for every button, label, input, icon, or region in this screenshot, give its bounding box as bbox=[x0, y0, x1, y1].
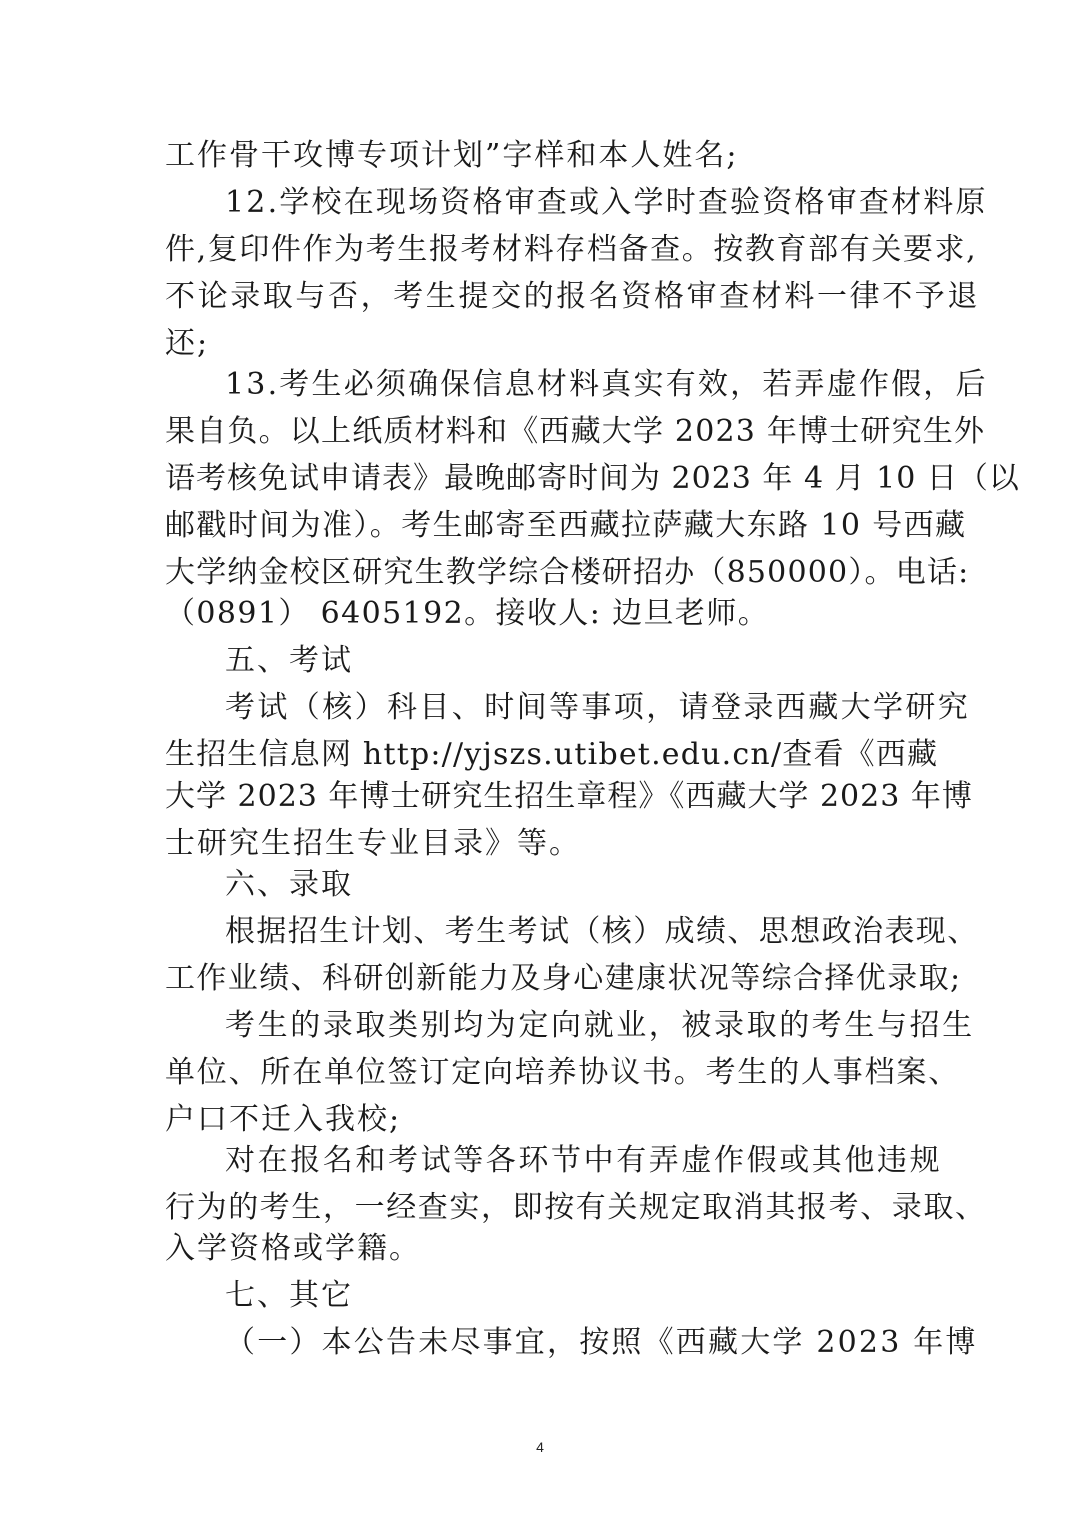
text-line: 12.学校在现场资格审查或入学时查验资格审查材料原 bbox=[225, 185, 988, 220]
text-line: 考试（核）科目、时间等事项，请登录西藏大学研究 bbox=[225, 690, 971, 725]
text-line: 单位、所在单位签订定向培养协议书。考生的人事档案、 bbox=[165, 1055, 960, 1090]
text-line: 入学资格或学籍。 bbox=[165, 1231, 421, 1266]
text-line: 邮戳时间为准）。考生邮寄至西藏拉萨藏大东路 10 号西藏 bbox=[165, 508, 967, 543]
text-line: 行为的考生，一经查实，即按有关规定取消其报考、录取、 bbox=[165, 1190, 987, 1225]
text-line: 户口不迁入我校; bbox=[165, 1102, 402, 1137]
text-line: 不论录取与否，考生提交的报名资格审查材料一律不予退 bbox=[165, 279, 980, 314]
text-line: 果自负。以上纸质材料和《西藏大学 2023 年博士研究生外 bbox=[165, 414, 986, 449]
section-heading-other: 七、其它 bbox=[225, 1278, 353, 1313]
text-line: 根据招生计划、考生考试（核）成绩、思想政治表现、 bbox=[225, 914, 979, 949]
text-line: 大学纳金校区研究生教学综合楼研招办（850000）。电话: bbox=[165, 555, 970, 590]
text-line: 件,复印件作为考生报考材料存档备查。按教育部有关要求, bbox=[165, 232, 978, 267]
text-line: 13.考生必须确保信息材料真实有效，若弄虚作假，后 bbox=[225, 367, 988, 402]
text-line: 考生的录取类别均为定向就业，被录取的考生与招生 bbox=[225, 1008, 975, 1043]
page-number: 4 bbox=[536, 1439, 544, 1455]
text-line: 还; bbox=[165, 326, 210, 361]
text-line: 对在报名和考试等各环节中有弄虚作假或其他违规 bbox=[225, 1143, 943, 1178]
text-line: 工作业绩、科研创新能力及身心建康状况等综合择优录取; bbox=[165, 961, 962, 996]
text-line: 语考核免试申请表》最晚邮寄时间为 2023 年 4 月 10 日（以 bbox=[165, 461, 1020, 496]
text-line: 工作骨干攻博专项计划”字样和本人姓名; bbox=[165, 138, 739, 173]
text-line: （0891） 6405192。接收人: 边旦老师。 bbox=[165, 596, 770, 631]
section-heading-admission: 六、录取 bbox=[225, 867, 353, 902]
text-line-with-url: 生招生信息网 http://yjszs.utibet.edu.cn/查看《西藏 bbox=[165, 737, 939, 772]
section-heading-exam: 五、考试 bbox=[225, 643, 353, 678]
text-line: （一）本公告未尽事宜，按照《西藏大学 2023 年博 bbox=[225, 1325, 978, 1360]
text-line: 大学 2023 年博士研究生招生章程》《西藏大学 2023 年博 bbox=[165, 779, 973, 814]
text-line: 士研究生招生专业目录》等。 bbox=[165, 826, 581, 861]
